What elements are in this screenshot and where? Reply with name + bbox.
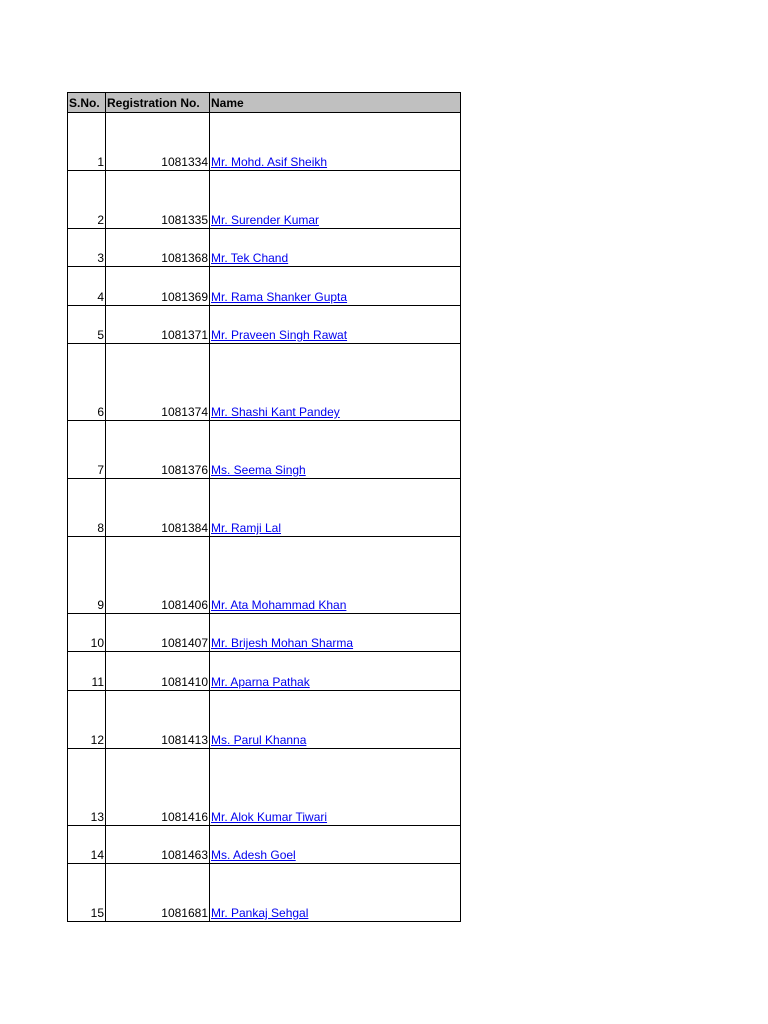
cell-sno: 12 — [68, 691, 106, 749]
cell-registration: 1081681 — [106, 864, 210, 922]
cell-registration: 1081334 — [106, 113, 210, 171]
cell-name — [210, 229, 461, 267]
cell-registration: 1081410 — [106, 652, 210, 691]
table-row — [68, 171, 461, 229]
cell-sno: 6 — [68, 344, 106, 421]
cell-name — [210, 421, 461, 479]
cell-registration: 1081384 — [106, 479, 210, 537]
table-row — [68, 749, 461, 826]
cell-name — [210, 171, 461, 229]
table-row — [68, 614, 461, 652]
header-registration: Registration No. — [106, 93, 210, 113]
name-link[interactable]: Mr. Ramji Lal — [211, 521, 282, 535]
cell-registration: 1081463 — [106, 826, 210, 864]
table-row — [68, 864, 461, 922]
cell-name — [210, 691, 461, 749]
cell-registration: 1081407 — [106, 614, 210, 652]
table-row — [68, 344, 461, 421]
header-sno: S.No. — [68, 93, 106, 113]
table-row — [68, 113, 461, 171]
name-link[interactable]: Ms. Parul Khanna — [211, 733, 307, 747]
table-row — [68, 652, 461, 691]
name-link[interactable]: Mr. Praveen Singh Rawat — [211, 328, 348, 342]
cell-sno: 9 — [68, 537, 106, 614]
name-link[interactable]: Mr. Pankaj Sehgal — [211, 906, 309, 920]
cell-sno: 1 — [68, 113, 106, 171]
cell-registration: 1081369 — [106, 267, 210, 306]
cell-registration: 1081416 — [106, 749, 210, 826]
table-row — [68, 537, 461, 614]
cell-registration: 1081371 — [106, 306, 210, 344]
cell-name — [210, 267, 461, 306]
registration-table — [67, 92, 461, 922]
cell-sno: 7 — [68, 421, 106, 479]
table-row — [68, 306, 461, 344]
table-row — [68, 479, 461, 537]
name-link[interactable]: Mr. Ata Mohammad Khan — [211, 598, 347, 612]
name-link[interactable]: Mr. Surender Kumar — [211, 213, 320, 227]
cell-registration: 1081413 — [106, 691, 210, 749]
cell-sno: 14 — [68, 826, 106, 864]
name-link[interactable]: Mr. Rama Shanker Gupta — [211, 290, 348, 304]
cell-registration: 1081335 — [106, 171, 210, 229]
table-row — [68, 229, 461, 267]
cell-name — [210, 864, 461, 922]
cell-sno: 15 — [68, 864, 106, 922]
table-row — [68, 826, 461, 864]
cell-name — [210, 113, 461, 171]
cell-name — [210, 749, 461, 826]
cell-name — [210, 826, 461, 864]
cell-name — [210, 306, 461, 344]
name-link[interactable]: Ms. Adesh Goel — [211, 848, 296, 862]
table-row — [68, 421, 461, 479]
cell-registration: 1081374 — [106, 344, 210, 421]
name-link[interactable]: Mr. Shashi Kant Pandey — [211, 405, 340, 419]
cell-name — [210, 537, 461, 614]
name-link[interactable]: Mr. Tek Chand — [211, 251, 289, 265]
cell-registration: 1081406 — [106, 537, 210, 614]
cell-sno: 4 — [68, 267, 106, 306]
cell-name — [210, 479, 461, 537]
cell-name — [210, 652, 461, 691]
name-link[interactable]: Mr. Alok Kumar Tiwari — [211, 810, 328, 824]
cell-sno: 8 — [68, 479, 106, 537]
name-link[interactable]: Mr. Mohd. Asif Sheikh — [211, 155, 328, 169]
cell-sno: 13 — [68, 749, 106, 826]
cell-registration: 1081368 — [106, 229, 210, 267]
cell-sno: 5 — [68, 306, 106, 344]
cell-name — [210, 614, 461, 652]
name-link[interactable]: Ms. Seema Singh — [211, 463, 306, 477]
cell-sno: 11 — [68, 652, 106, 691]
table-row — [68, 267, 461, 306]
header-row — [68, 93, 461, 113]
header-name: Name — [210, 93, 461, 113]
cell-registration: 1081376 — [106, 421, 210, 479]
cell-sno: 3 — [68, 229, 106, 267]
cell-name — [210, 344, 461, 421]
table-row — [68, 691, 461, 749]
name-link[interactable]: Mr. Aparna Pathak — [211, 675, 310, 689]
name-link[interactable]: Mr. Brijesh Mohan Sharma — [211, 636, 354, 650]
cell-sno: 10 — [68, 614, 106, 652]
cell-sno: 2 — [68, 171, 106, 229]
